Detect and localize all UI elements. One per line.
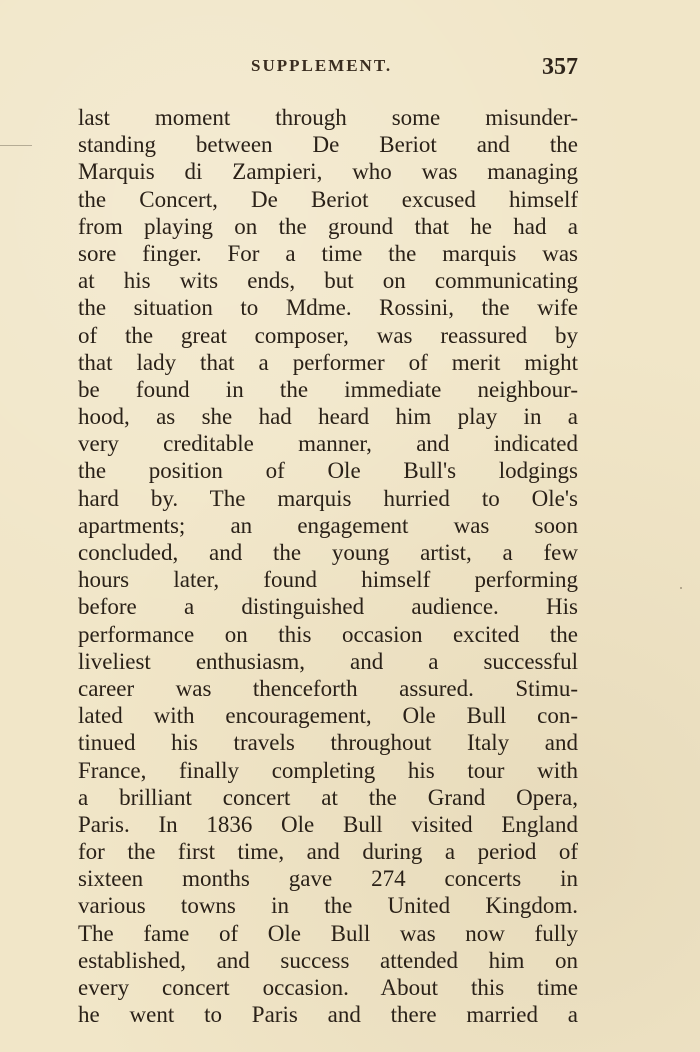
page-speck <box>680 587 682 589</box>
body-text <box>78 104 578 1028</box>
text-line: he went to Paris and there married a <box>78 1002 578 1028</box>
text-line: liveliest enthusiasm, and a successful <box>78 648 578 674</box>
text-line: apartments; an engagement was soon <box>78 512 578 538</box>
text-line: The fame of Ole Bull was now fully <box>78 920 578 946</box>
text-line: every concert occasion. About this time <box>78 975 578 1000</box>
text-line: various towns in the United Kingdom. <box>78 893 578 919</box>
text-line: hard by. The marquis hurried to Ole's <box>78 485 578 511</box>
text-line: the situation to Mdme. Rossini, the wife <box>78 295 578 321</box>
text-line: very creditable manner, and indicated <box>78 431 578 457</box>
text-line: that lady that a performer of merit might <box>78 349 578 375</box>
text-line: Marquis di Zampieri, who was managing <box>78 159 578 185</box>
text-line: Paris. In 1836 Ole Bull visited England <box>78 811 578 837</box>
text-line: the Concert, De Beriot excused himself <box>78 186 578 212</box>
text-line: France, finally completing his tour with <box>78 757 578 783</box>
text-line: at his wits ends, but on communicating <box>78 268 578 294</box>
text-line: established, and success attended him on <box>78 947 578 973</box>
text-line: before a distinguished audience. His <box>78 594 578 620</box>
text-line: standing between De Beriot and the <box>78 132 578 158</box>
text-line: career was thenceforth assured. Stimu- <box>78 675 578 701</box>
text-line: of the great composer, was reassured by <box>78 322 578 348</box>
text-line: a brilliant concert at the Grand Opera, <box>78 784 578 810</box>
text-line: from playing on the ground that he had a <box>78 213 578 239</box>
text-line: concluded, and the young artist, a few <box>78 540 578 565</box>
page-header <box>78 56 578 88</box>
text-line: performance on this occasion excited the <box>78 621 578 647</box>
text-line: last moment through some misunder- <box>78 105 578 130</box>
text-line: tinued his travels throughout Italy and <box>78 730 578 756</box>
running-head: SUPPLEMENT. <box>251 56 393 75</box>
text-line: the position of Ole Bull's lodgings <box>78 458 578 484</box>
page-number: 357 <box>542 54 578 80</box>
text-line: lated with encouragement, Ole Bull con- <box>78 703 578 729</box>
text-line: be found in the immediate neighbour- <box>78 376 578 402</box>
text-line: sore finger. For a time the marquis was <box>78 240 578 266</box>
margin-mark <box>0 145 32 146</box>
text-line: for the first time, and during a period of <box>78 839 578 865</box>
text-line: hours later, found himself performing <box>78 567 578 593</box>
text-line: hood, as she had heard him play in a <box>78 404 578 430</box>
text-line: sixteen months gave 274 concerts in <box>78 866 578 892</box>
